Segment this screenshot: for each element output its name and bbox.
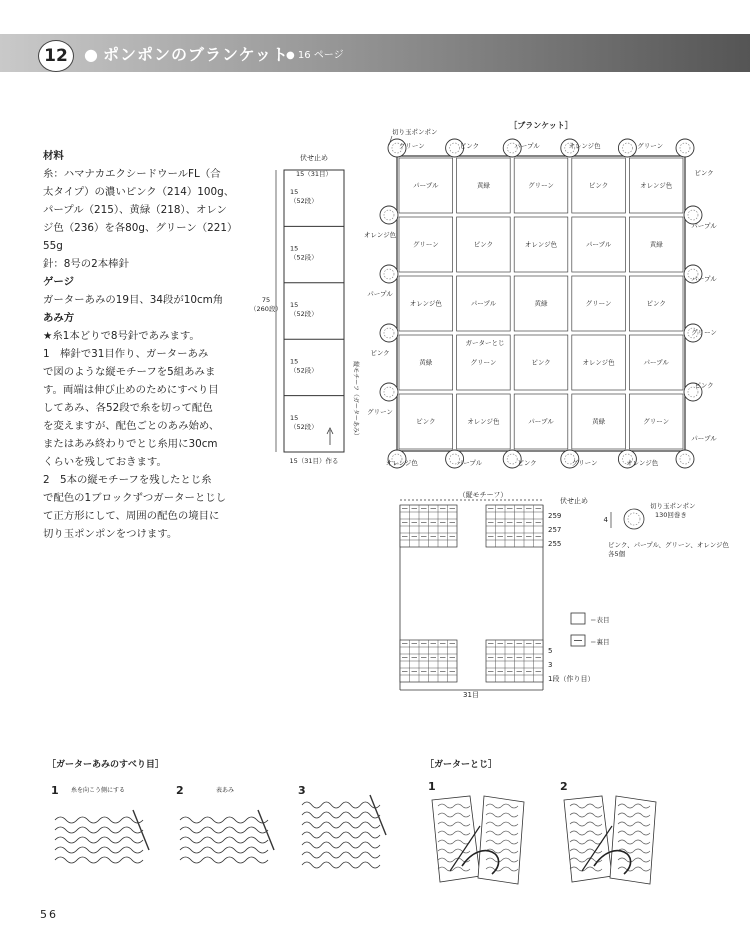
strip-block-cm: 15 (290, 188, 299, 197)
pompom-icon (380, 265, 398, 283)
blanket-bottom-label: オレンジ色 (626, 459, 659, 467)
materials-line: 55g (43, 240, 63, 252)
materials-line: パープル（215）、黄緑（218）、オレン (43, 204, 227, 216)
blanket-top-label: パープル (514, 142, 540, 150)
strip-block-rows: （52段） (290, 366, 318, 375)
seam-swatch-icon (564, 796, 656, 884)
materials-line: あみ方 (43, 312, 75, 324)
needle (133, 810, 149, 850)
blanket-cell-label: ピンク (588, 181, 609, 190)
knit-row (55, 827, 143, 833)
materials-line: 太タイプ）の濃いピンク（214）100g、 (43, 186, 235, 198)
blanket-cell-label: グリーン (528, 181, 554, 190)
needle (370, 795, 386, 835)
chart-title: （縦モチーフ） (458, 491, 508, 499)
blanket-right-label: ピンク (694, 169, 714, 177)
knit-row (180, 837, 268, 843)
slip-stitch-diagram (47, 758, 386, 868)
blanket-title: ［ブランケット］ (509, 121, 573, 130)
blanket-top-label: ピンク (459, 142, 480, 150)
blanket-cell-label: 黄緑 (534, 299, 548, 308)
pompom-circle (618, 139, 636, 157)
strip-block-rows: （52段） (290, 310, 318, 318)
strip-block-cm: 15 (290, 357, 299, 366)
seam-swatch-icon (432, 796, 524, 884)
page-number: 56 (40, 908, 58, 921)
slip-step-number: 1 (51, 784, 59, 797)
blanket-cell-label: オレンジ色 (582, 358, 615, 367)
blanket-cell-label: オレンジ色 (640, 181, 673, 190)
chart-row-label-top: 259 (548, 512, 562, 520)
knit-row (180, 827, 268, 833)
legend-knit-box (571, 613, 585, 624)
knit-row (180, 847, 268, 853)
blanket-cell-label: パープル (413, 181, 439, 190)
pompom-colors: ピンク、パープル、グリーン、オレンジ色 (608, 541, 730, 549)
needle (258, 810, 274, 850)
pompom-icon (380, 383, 398, 401)
blanket-left-label: グリーン (367, 408, 393, 416)
knit-row (55, 857, 143, 863)
pompom-circle (380, 383, 398, 401)
strip-block-cm: 15 (290, 301, 299, 309)
pompom-circle (676, 450, 694, 468)
knitting-swatch-icon (302, 795, 386, 868)
blanket-cell-label: 黄緑 (476, 181, 490, 190)
page-ref-text: 16 ページ (297, 50, 344, 61)
materials-line: て正方形にして、周囲の配色の境目に (43, 510, 220, 522)
blanket-diagram (364, 120, 717, 468)
blanket-cell-label: オレンジ色 (409, 299, 442, 308)
blanket-bottom-label: パープル (456, 459, 483, 467)
pompom-label: 切り玉ポンポン (392, 128, 438, 136)
blanket-right-label: ピンク (694, 381, 714, 390)
strip-bottom-label: 15（31目）作る (289, 457, 339, 465)
knit-row (302, 802, 380, 808)
knitting-swatch-icon (180, 810, 274, 863)
strip-width-label: 15（31目） (295, 170, 333, 178)
seam-label: ガーターとじ (465, 339, 505, 347)
knit-row (302, 852, 380, 858)
pompom-icon (676, 450, 694, 468)
materials-line: 材料 (43, 150, 64, 162)
blanket-cell-label: グリーン (585, 299, 612, 308)
blanket-cell-label: ピンク (531, 358, 551, 367)
swatch-left (432, 796, 480, 882)
strip-block-cm: 15 (290, 413, 299, 422)
legend-knit-label: ＝表目 (590, 616, 610, 624)
materials-line: 切り玉ポンポンをつけます。 (43, 528, 178, 540)
blanket-bottom-label: グリーン (571, 459, 598, 467)
strip-total-cm: 75 (261, 296, 271, 304)
pompom-icon (676, 139, 694, 157)
chart-block (400, 640, 457, 682)
chart-top-label: 伏せ止め (560, 497, 588, 505)
chart-row-label-bottom: 3 (548, 661, 553, 669)
strip-total-rows: （260段） (250, 305, 282, 313)
pompom-circle (380, 206, 398, 224)
knit-row (55, 847, 143, 853)
strip-block-rows: （52段） (290, 253, 318, 262)
blanket-cell-label: ピンク (646, 299, 666, 308)
chart-row-label-bottom: 1段（作り目） (548, 675, 595, 683)
blanket-cell-label: グリーン (412, 240, 439, 249)
garter-seam-diagram (425, 758, 656, 884)
strip-block-rows: （52段） (290, 197, 318, 206)
materials-line: ★糸1本どりで8号針であみます。 (43, 330, 200, 342)
knit-row (180, 857, 268, 863)
materials-line: で配色の1ブロックずつガーターとじし (43, 492, 227, 504)
blanket-cell-label: パープル (643, 358, 669, 367)
blanket-cell-label: ピンク (416, 417, 436, 426)
knit-row (302, 812, 380, 818)
blanket-cell-label: ピンク (473, 240, 494, 249)
pompom-circle (380, 265, 398, 283)
blanket-cell-label: 黄緑 (592, 417, 606, 426)
knit-row (302, 832, 380, 838)
blanket-right-label: パープル (691, 275, 717, 284)
knit-row (302, 842, 380, 848)
strip-top-label: 伏せ止め (300, 154, 328, 162)
blanket-cell-label: パープル (528, 417, 554, 426)
pompom-icon (380, 324, 398, 342)
pompom-detail-sub: 130回巻き (655, 511, 687, 519)
strip-side-label: 縦モチーフ（ガーターあみ） (352, 361, 359, 439)
pompom-detail-icon (624, 509, 644, 529)
materials-line: で図のような縦モチーフを5組あみま (43, 366, 216, 378)
blanket-cell-label: パープル (585, 240, 612, 249)
blanket-top-label: オレンジ色 (568, 142, 601, 150)
slip-step-number: 3 (298, 784, 306, 797)
pompom-detail-title: 切り玉ポンポン (650, 502, 696, 510)
blanket-cell-label: オレンジ色 (467, 417, 500, 426)
blanket-left-label: オレンジ色 (363, 231, 397, 239)
slip-step-number: 2 (176, 784, 184, 797)
knit-row (55, 817, 143, 823)
chart-row-label-top: 257 (548, 526, 562, 534)
project-number: 12 (38, 40, 74, 72)
chart-block (486, 640, 543, 682)
knit-row (302, 822, 380, 828)
materials-line: ジ色（236）を各80g、グリーン（221） (43, 222, 238, 234)
materials-line: 糸：ハマナカエクシードウールFL（合 (43, 168, 221, 180)
materials-line: くらいを残しておきます。 (43, 456, 167, 468)
pompom-icon (618, 139, 636, 157)
blanket-right-label: グリーン (691, 328, 717, 337)
pompom-count: 各5個 (608, 550, 626, 558)
swatch-right (610, 796, 656, 884)
slip-step-note: 表あみ (216, 787, 235, 794)
materials-line: してあみ、各52段で糸を切って配色 (43, 402, 213, 414)
strip-block-rows: （52段） (290, 422, 318, 431)
seam-title: ［ガーターとじ］ (425, 760, 498, 770)
materials-line: ガーターあみの19目、34段が10cm角 (43, 294, 224, 306)
strip-diagram (250, 153, 360, 465)
knit-row (180, 817, 268, 823)
blanket-right-label: パープル (691, 434, 717, 443)
blanket-top-label: グリーン (637, 142, 664, 150)
materials-line: またはあみ終わりでとじ糸用に30cm (43, 438, 218, 450)
blanket-cell-label: 黄緑 (419, 358, 433, 367)
blanket-cell-label: 黄緑 (649, 240, 663, 249)
seam-step-number: 1 (428, 780, 436, 793)
slip-step-note: 糸を向こう側にする (71, 787, 126, 794)
legend-purl-label: ＝裏目 (590, 638, 610, 646)
strip-block-cm: 15 (290, 244, 299, 253)
project-title-text: ポンポンのブランケット (102, 45, 289, 64)
materials-line: 針：8号の2本棒針 (43, 258, 129, 270)
knit-row (302, 862, 380, 868)
materials-line: す。両端は伸び止めのためにすべり目 (43, 384, 219, 396)
chart-row-label-bottom: 5 (548, 647, 553, 655)
blanket-left-label: ピンク (370, 349, 390, 357)
blanket-right-label: パープル (691, 222, 717, 231)
knit-row (55, 837, 143, 843)
materials-line: ゲージ (43, 276, 74, 288)
blanket-bottom-label: オレンジ色 (385, 459, 418, 467)
seam-step-number: 2 (560, 780, 568, 793)
blanket-cell-label: グリーン (643, 417, 670, 426)
chart-block (400, 505, 457, 547)
blanket-cell-label: オレンジ色 (524, 240, 558, 249)
chart-bottom-label: 31目 (463, 691, 479, 699)
blanket-cell-label: パープル (470, 299, 497, 308)
chart-row-label-top: 255 (548, 540, 562, 548)
blanket-left-label: パープル (367, 290, 393, 298)
blanket-cell-label: グリーン (470, 358, 497, 367)
pompom-size-label: 4 (603, 516, 608, 524)
page-ref: ● 16 ページ (286, 50, 344, 61)
pompom-circle (676, 139, 694, 157)
materials-line: 1 棒針で31目作り、ガーターあみ (43, 348, 209, 360)
swatch-right (478, 796, 524, 884)
pompom-icon (380, 206, 398, 224)
blanket-top-label: グリーン (398, 142, 425, 150)
project-title: ● ポンポンのブランケット (84, 45, 289, 64)
swatch-left (564, 796, 612, 882)
materials-line: 2 5本の縦モチーフを残したとじ糸 (43, 474, 212, 486)
materials-line: を変えますが、配色ごとのあみ始め、 (43, 420, 220, 432)
stitch-chart (400, 490, 730, 699)
chart-block (486, 505, 543, 547)
pompom-circle (380, 324, 398, 342)
slip-title: ［ガーターあみのすべり目］ (47, 760, 164, 770)
blanket-bottom-label: ピンク (517, 459, 537, 467)
knitting-swatch-icon (55, 810, 149, 863)
